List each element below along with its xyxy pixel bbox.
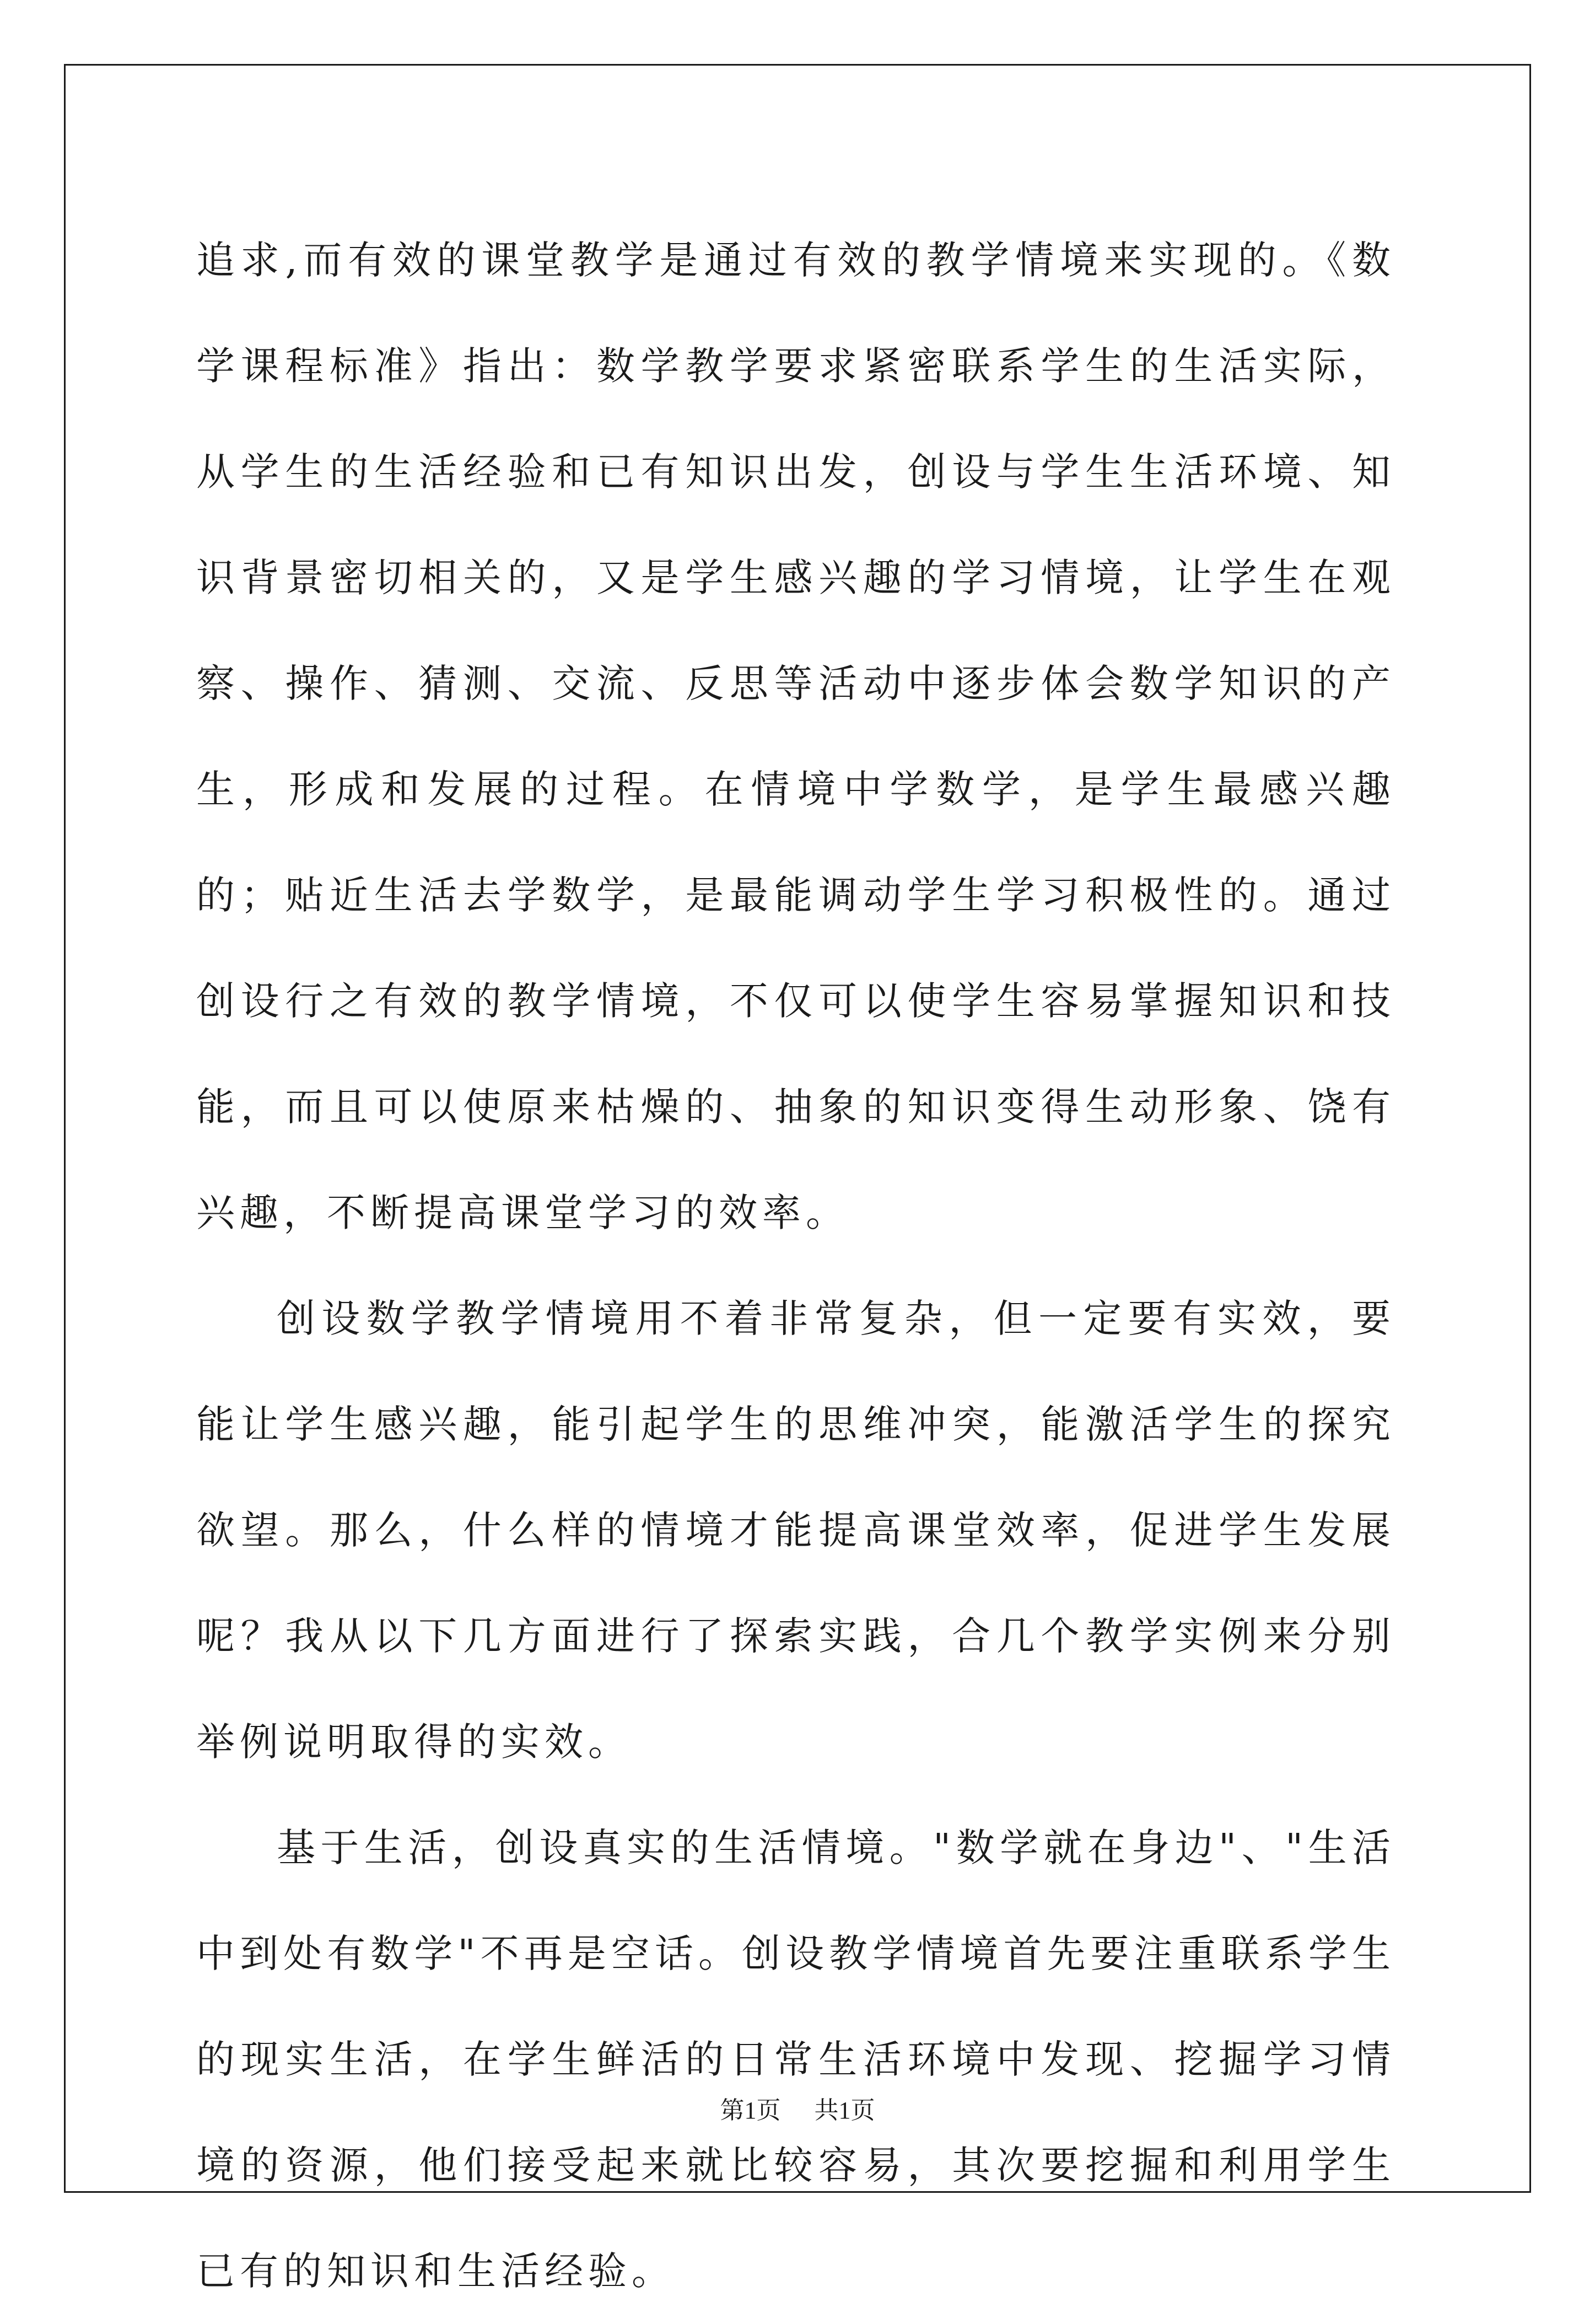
document-body [196, 207, 1395, 2324]
paragraph-2: 创设数学教学情境用不着非常复杂，但一定要有实效，要能让学生感兴趣，能引起学生的思维冲突，能激活学生的探究欲望。那么，什么样的情境才能提高课堂效率，促进学生发展呢？我从以下几方面进行了探索实践，合几个教学实例来分别举例说明取得的实效。 [196, 1296, 1395, 1764]
page-number: 第1页 [720, 2097, 781, 2124]
page-footer [0, 2094, 1595, 2127]
paragraph-3: 基于生活，创设真实的生活情境。"数学就在身边"、"生活中到处有数学"不再是空话。创设教学情境首先要注重联系学生的现实生活，在学生鲜活的日常生活环境中发现、挖掘学习情境的资源，他们接受起来就比较容易，其次要挖掘和利用学生已有的知识和生活经验。 [196, 1825, 1395, 2294]
page-total: 共1页 [814, 2097, 875, 2124]
paragraph-1: 追求,而有效的课堂教学是通过有效的教学情境来实现的。《数学课程标准》指出：数学教学要求紧密联系学生的生活实际，从学生的生活经验和已有知识出发，创设与学生生活环境、知识背景密切相关的，又是学生感兴趣的学习情境，让学生在观察、操作、猜测、交流、反思等活动中逐步体会数学知识的产生，形成和发展的过程。在情境中学数学，是学生最感兴趣的；贴近生活去学数学，是最能调动学生学习积极性的。通过创设行之有效的教学情境，不仅可以使学生容易掌握知识和技能，而且可以使原来枯燥的、抽象的知识变得生动形象、饶有兴趣，不断提高课堂学习的效率。 [196, 238, 1395, 1235]
